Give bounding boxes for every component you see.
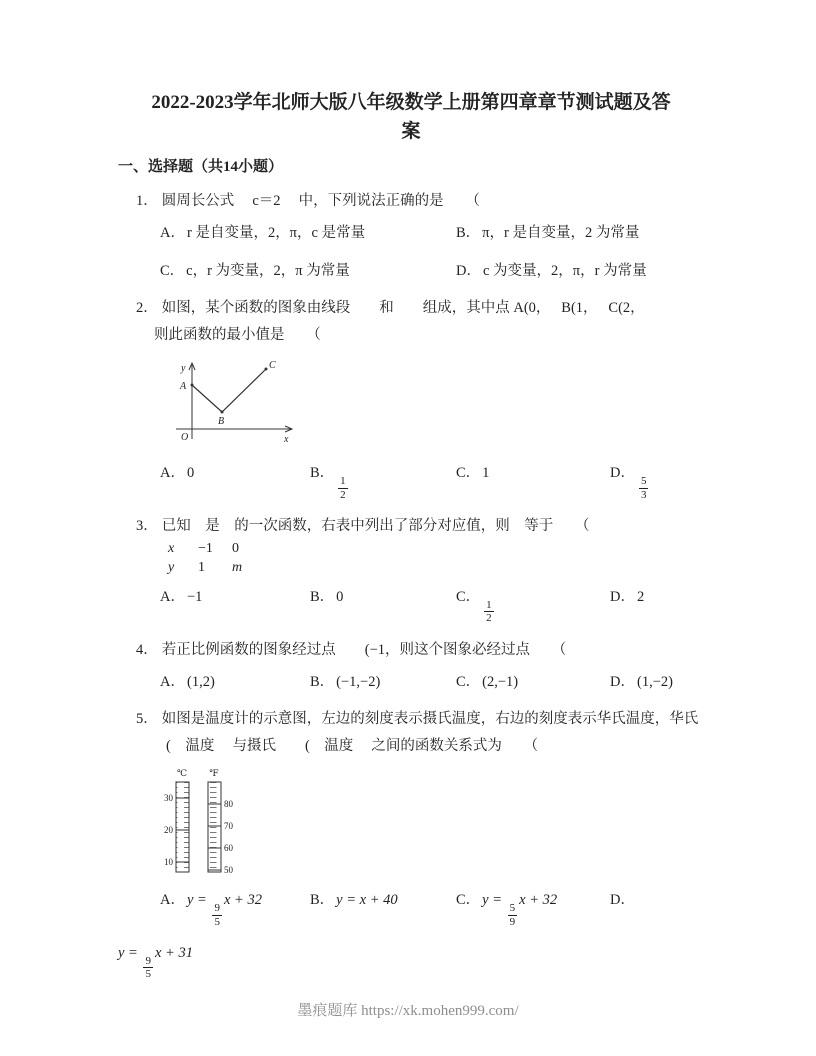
option-key: A． xyxy=(160,225,185,242)
option-key: A． xyxy=(160,588,185,605)
formula-pre: y = xyxy=(186,892,211,909)
fraction-numerator: 1 xyxy=(486,598,492,611)
question-5 xyxy=(118,708,704,929)
celsius-unit-label: ℃ xyxy=(176,768,188,779)
option-key: D． xyxy=(610,464,635,481)
option-b xyxy=(310,587,456,625)
question-5-stem-continued: ( 温度 与摄氏 ( 温度 之间的函数关系式为 （ xyxy=(166,738,539,755)
table-cell: 0 xyxy=(232,541,239,557)
table-row xyxy=(168,559,704,577)
option-text: 0 xyxy=(186,464,195,481)
question-1-stem-row xyxy=(136,190,704,213)
option-key: D． xyxy=(610,674,635,691)
question-1-options-row-2 xyxy=(160,261,704,283)
option-key: C． xyxy=(160,262,185,279)
option-key: B． xyxy=(310,588,335,605)
fraction-denominator: 2 xyxy=(340,488,346,501)
question-4 xyxy=(118,639,704,694)
fraction-denominator: 5 xyxy=(145,968,151,981)
question-number: 1． xyxy=(136,192,158,209)
question-number: 2． xyxy=(136,299,158,316)
fraction-denominator: 3 xyxy=(640,488,647,501)
question-2-options-row xyxy=(160,463,704,501)
option-a xyxy=(160,223,456,245)
option-text: (1,2) xyxy=(186,674,215,691)
option-text: 1 xyxy=(482,464,490,481)
option-key: B． xyxy=(310,674,335,691)
question-stem: 如图是温度计的示意图，左边的刻度表示摄氏温度，右边的刻度表示华氏温度，华氏 xyxy=(161,711,699,727)
question-number: 4． xyxy=(136,642,158,659)
option-text: (2,−1) xyxy=(482,674,519,691)
table-row xyxy=(168,540,704,558)
formula-pre: y = xyxy=(482,892,506,909)
question-1-options-row-1 xyxy=(160,223,704,245)
value-table xyxy=(168,540,704,576)
table-cell: m xyxy=(232,559,243,575)
option-key: C． xyxy=(456,588,481,605)
question-1 xyxy=(118,190,704,283)
option-key: C． xyxy=(456,464,481,481)
fraction-numerator: 9 xyxy=(145,954,151,967)
option-key: A． xyxy=(160,674,185,691)
option-d xyxy=(610,463,704,501)
option-a xyxy=(160,587,310,625)
point-c-label: C xyxy=(269,359,276,371)
option-key: B． xyxy=(456,225,481,242)
question-stem: 已知 是 的一次函数，右表中列出了部分对应值，则 等于 （ xyxy=(161,518,590,535)
point-a-label: A xyxy=(180,380,187,392)
section-header: 一、选择题（共14小题） xyxy=(118,158,284,175)
option-d xyxy=(456,261,704,283)
option-b xyxy=(310,463,456,501)
question-number: 3． xyxy=(136,518,158,535)
option-key: C． xyxy=(456,674,481,691)
question-stem: 如图，某个函数的图象由线段 和 组成，其中点 A(0， B(1， C(2， xyxy=(161,299,645,316)
question-5-stem-row xyxy=(136,708,704,731)
option-text: (−1,−2) xyxy=(336,674,381,691)
question-3-stem-row xyxy=(136,515,704,538)
option-d xyxy=(610,587,704,625)
fahrenheit-unit-label: ℉ xyxy=(209,768,219,779)
fraction xyxy=(143,955,153,981)
page-title: 2022-2023学年北师大版八年级数学上册第四章章节测试题及答案 xyxy=(151,92,671,143)
table-cell: −1 xyxy=(198,541,213,557)
formula-post: x + 32 xyxy=(223,892,262,909)
option-d xyxy=(610,890,704,928)
x-axis-label: x xyxy=(284,433,289,445)
option-text: r 是自变量，2，π，c 是常量 xyxy=(186,225,366,242)
option-text: (1,−2) xyxy=(636,674,673,691)
option-key: C． xyxy=(456,892,481,909)
question-number: 5． xyxy=(136,711,158,727)
thermometer-figure xyxy=(158,764,278,880)
option-text: y = x + 40 xyxy=(336,892,398,909)
point-b-label: B xyxy=(218,415,225,427)
point-a-dot xyxy=(191,383,194,386)
fraction xyxy=(212,902,222,928)
question-4-options-row xyxy=(160,672,704,694)
fraction xyxy=(484,599,494,625)
question-3-options-row xyxy=(160,587,704,625)
celsius-tick-label: 20 xyxy=(164,825,173,836)
table-cell: x xyxy=(168,541,175,557)
fraction-numerator: 1 xyxy=(340,474,346,487)
fahrenheit-tick-label: 50 xyxy=(224,865,233,876)
fraction-denominator: 2 xyxy=(486,612,492,625)
celsius-tick-label: 10 xyxy=(164,857,173,868)
option-d xyxy=(610,672,704,694)
fraction-numerator: 5 xyxy=(509,902,516,915)
option-key: B． xyxy=(310,464,335,481)
option-c xyxy=(456,890,610,928)
question-stem: 若正比例函数的图象经过点 (−1，则这个图象必经过点 （ xyxy=(161,642,567,659)
option-text: π，r 是自变量，2 为常量 xyxy=(482,225,640,242)
option-d-overflow-formula xyxy=(118,945,704,981)
fahrenheit-scale xyxy=(208,782,221,872)
option-key: D． xyxy=(610,588,635,605)
fahrenheit-tick-label: 70 xyxy=(224,821,233,832)
option-b xyxy=(310,672,456,694)
option-b xyxy=(456,223,704,245)
option-a xyxy=(160,890,310,928)
fraction-denominator: 9 xyxy=(509,916,516,929)
fahrenheit-tick-label: 80 xyxy=(224,799,233,810)
option-text: 0 xyxy=(336,588,344,605)
option-key: B． xyxy=(310,892,335,909)
table-cell: 1 xyxy=(198,559,205,575)
celsius-scale xyxy=(176,782,189,872)
fraction-numerator: 5 xyxy=(640,474,647,487)
option-b xyxy=(310,890,456,928)
fahrenheit-tick-label: 60 xyxy=(224,843,233,854)
question-2-stem-continued: 则此函数的最小值是 （ xyxy=(154,326,321,343)
question-2 xyxy=(118,297,704,502)
origin-label: O xyxy=(181,431,189,443)
point-c-dot xyxy=(265,367,268,370)
option-text: 2 xyxy=(636,588,645,605)
option-a xyxy=(160,672,310,694)
point-b-dot xyxy=(221,410,224,413)
fraction-denominator: 5 xyxy=(214,916,220,929)
option-key: A． xyxy=(160,892,185,909)
formula-post: x + 32 xyxy=(519,892,558,909)
question-3 xyxy=(118,515,704,625)
question-4-stem-row xyxy=(136,639,704,662)
formula-pre: y = xyxy=(118,944,142,961)
fraction xyxy=(639,475,649,501)
option-c xyxy=(456,672,610,694)
option-c xyxy=(456,463,610,501)
question-2-stem-row xyxy=(136,297,704,320)
option-text: c，r 为变量，2，π 为常量 xyxy=(186,262,350,279)
question-stem: 圆周长公式 c＝2 中，下列说法正确的是 （ xyxy=(161,192,480,209)
celsius-tick-label: 30 xyxy=(164,793,173,804)
option-c xyxy=(160,261,456,283)
option-key: D． xyxy=(610,892,635,909)
table-cell: y xyxy=(168,559,175,575)
y-axis-label: y xyxy=(181,362,186,374)
graph-segments xyxy=(192,369,266,412)
fraction xyxy=(508,902,518,928)
question-5-options-row xyxy=(160,890,704,928)
option-a xyxy=(160,463,310,501)
function-graph-figure xyxy=(164,357,304,453)
formula-post: x + 31 xyxy=(154,944,193,961)
fraction xyxy=(338,475,348,501)
option-c xyxy=(456,587,610,625)
option-text: −1 xyxy=(186,588,203,605)
fraction-numerator: 9 xyxy=(214,902,220,915)
option-text: c 为变量，2，π，r 为常量 xyxy=(482,262,647,279)
option-key: D． xyxy=(456,262,481,279)
option-key: A． xyxy=(160,464,185,481)
footer-watermark: 墨痕题库 https://xk.mohen999.com/ xyxy=(297,1003,519,1019)
